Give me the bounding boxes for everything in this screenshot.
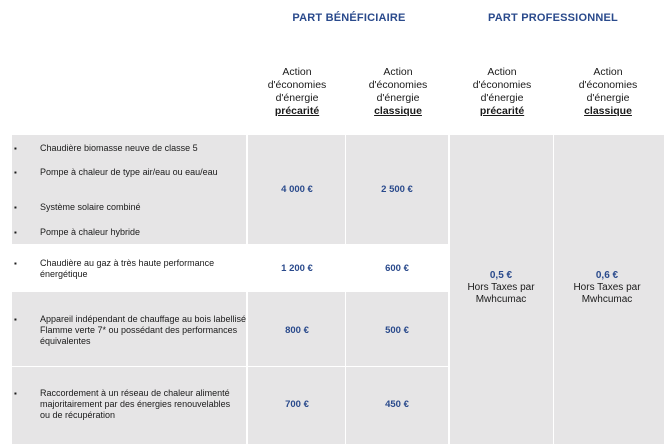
list-item: ▪ Pompe à chaleur de type air/eau ou eau/eau xyxy=(14,167,218,177)
grid-line-v1 xyxy=(246,135,248,444)
amount-classique-row-4: 450 € xyxy=(385,399,409,410)
list-item: ▪ Pompe à chaleur hybride xyxy=(14,227,141,237)
amount-precarite-row-4: 700 € xyxy=(285,399,309,410)
col-header-beneficiaire-classique: Action d'économies d'énergie classique xyxy=(368,66,428,117)
bullet-icon: ▪ xyxy=(14,315,17,324)
grid-line-h1 xyxy=(12,366,448,367)
col-header-professionnel-classique: Action d'économies d'énergie classique xyxy=(578,66,638,117)
bullet-icon: ▪ xyxy=(14,259,17,268)
bullet-icon: ▪ xyxy=(14,228,17,237)
grid-line-v2 xyxy=(345,135,346,444)
professionnel-classique-value: 0,6 € Hors Taxes par Mwhcumac xyxy=(573,270,641,305)
amount-classique-row-2: 600 € xyxy=(385,263,409,274)
bullet-icon: ▪ xyxy=(14,389,17,398)
col-header-professionnel-precarite: Action d'économies d'énergie précarité xyxy=(472,66,532,117)
list-item: ▪ Appareil indépendant de chauffage au bois labellisé Flamme verte 7* ou possédant des performances équivalentes xyxy=(14,314,246,346)
part-beneficiaire-title: PART BÉNÉFICIAIRE xyxy=(292,12,406,24)
bullet-icon: ▪ xyxy=(14,168,17,177)
list-item: ▪ Raccordement à un réseau de chaleur alimenté majoritairement par des énergies renouvelables ou de récupération xyxy=(14,388,231,420)
part-professionnel-title: PART PROFESSIONNEL xyxy=(488,12,618,24)
bullet-icon: ▪ xyxy=(14,144,17,153)
bullet-icon: ▪ xyxy=(14,203,17,212)
list-item: ▪ Chaudière biomasse neuve de classe 5 xyxy=(14,143,198,153)
amount-precarite-row-1: 4 000 € xyxy=(281,184,313,195)
col-header-beneficiaire-precarite: Action d'économies d'énergie précarité xyxy=(267,66,327,117)
amount-precarite-row-3: 800 € xyxy=(285,325,309,336)
list-item: ▪ Système solaire combiné xyxy=(14,202,141,212)
amount-classique-row-1: 2 500 € xyxy=(381,184,413,195)
amount-classique-row-3: 500 € xyxy=(385,325,409,336)
amount-precarite-row-2: 1 200 € xyxy=(281,263,313,274)
grid-line-v4 xyxy=(553,135,554,444)
professionnel-precarite-value: 0,5 € Hors Taxes par Mwhcumac xyxy=(467,270,535,305)
list-item: ▪ Chaudière au gaz à très haute performance énergétique xyxy=(14,258,215,279)
